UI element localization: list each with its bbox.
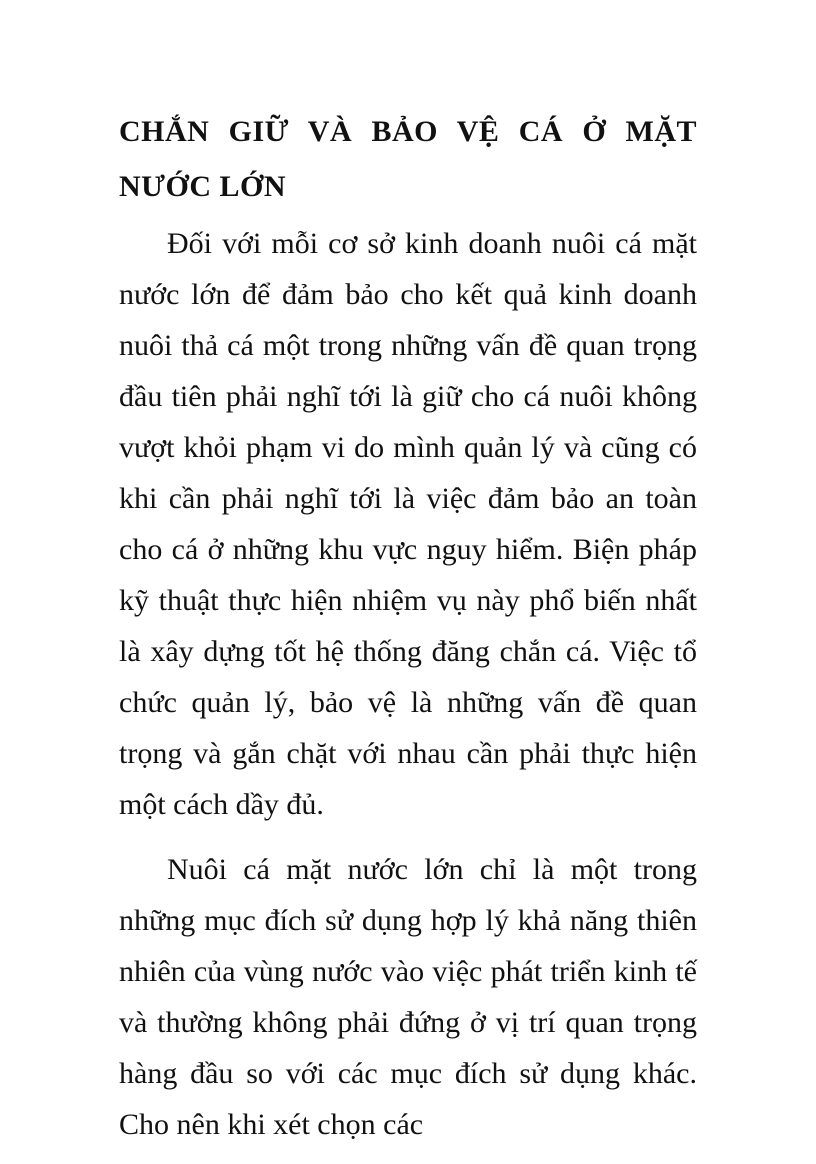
- document-title: CHẮN GIỮ VÀ BẢO VỆ CÁ Ở MẶT NƯỚC LỚN: [119, 115, 697, 203]
- paragraph-2: Nuôi cá mặt nước lớn chỉ là một trong những mục đích sử dụng hợp lý khả năng thiên nhiên của vùng nước vào việc phát triển kinh tế và thường không phải đứng ở vị trí quan trọng hàng đầu so với các mục đích sử dụng khác. Cho nên khi xét chọn các: [119, 853, 697, 1141]
- paragraph-1: Đối với mỗi cơ sở kinh doanh nuôi cá mặt nước lớn để đảm bảo cho kết quả kinh doanh nuôi thả cá một trong những vấn đề quan trọng đầu tiên phải nghĩ tới là giữ cho cá nuôi không vượt khỏi phạm vi do mình quản lý và cũng có khi cần phải nghĩ tới là việc đảm bảo an toàn cho cá ở những khu vực nguy hiểm. Biện pháp kỹ thuật thực hiện nhiệm vụ này phổ biến nhất là xây dựng tốt hệ thống đăng chắn cá. Việc tổ chức quản lý, bảo vệ là những vấn đề quan trọng và gắn chặt với nhau cần phải thực hiện một cách dầy đủ.: [119, 227, 697, 821]
- document-body: [119, 104, 697, 1164]
